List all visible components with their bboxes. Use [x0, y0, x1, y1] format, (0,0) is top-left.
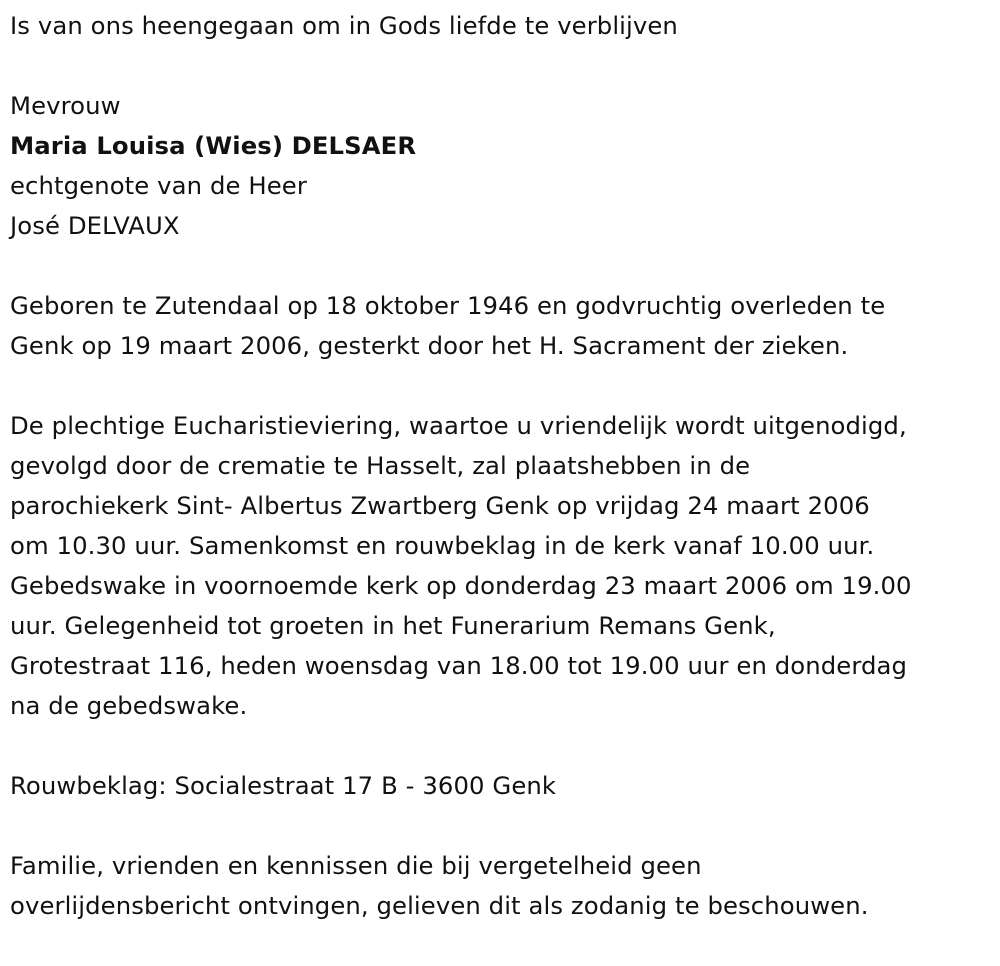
spacer — [10, 366, 990, 406]
ceremony-line: om 10.30 uur. Samenkomst en rouwbeklag in de kerk vanaf 10.00 uur. — [10, 531, 875, 560]
spacer — [10, 726, 990, 766]
closing-line: overlijdensbericht ontvingen, gelieven dit als zodanig te beschouwen. — [10, 891, 869, 920]
spacer — [10, 46, 990, 86]
spacer — [10, 806, 990, 846]
ceremony-line: De plechtige Eucharistieviering, waartoe u vriendelijk wordt uitgenodigd, — [10, 411, 907, 440]
spouse-name: José DELVAUX — [10, 211, 180, 240]
spacer — [10, 246, 990, 286]
intro-text: Is van ons heengegaan om in Gods liefde te verblijven — [10, 11, 678, 40]
ceremony-line: na de gebedswake. — [10, 691, 248, 720]
ceremony-line: Gebedswake in voornoemde kerk op donderdag 23 maart 2006 om 19.00 — [10, 571, 912, 600]
ceremony-line: parochiekerk Sint- Albertus Zwartberg Genk op vrijdag 24 maart 2006 — [10, 491, 870, 520]
ceremony-line: uur. Gelegenheid tot groeten in het Funerarium Remans Genk, — [10, 611, 776, 640]
ceremony-line: gevolgd door de crematie te Hasselt, zal plaatshebben in de — [10, 451, 751, 480]
person-title: Mevrouw — [10, 91, 121, 120]
relation-text: echtgenote van de Heer — [10, 171, 307, 200]
deceased-name: Maria Louisa (Wies) DELSAER — [10, 131, 417, 160]
condolence-address: Rouwbeklag: Socialestraat 17 B - 3600 Genk — [10, 771, 557, 800]
birth-death-line: Geboren te Zutendaal op 18 oktober 1946 en godvruchtig overleden te — [10, 291, 886, 320]
closing-line: Familie, vrienden en kennissen die bij vergetelheid geen — [10, 851, 702, 880]
birth-death-line: Genk op 19 maart 2006, gesterkt door het H. Sacrament der zieken. — [10, 331, 849, 360]
ceremony-line: Grotestraat 116, heden woensdag van 18.00 tot 19.00 uur en donderdag — [10, 651, 908, 680]
